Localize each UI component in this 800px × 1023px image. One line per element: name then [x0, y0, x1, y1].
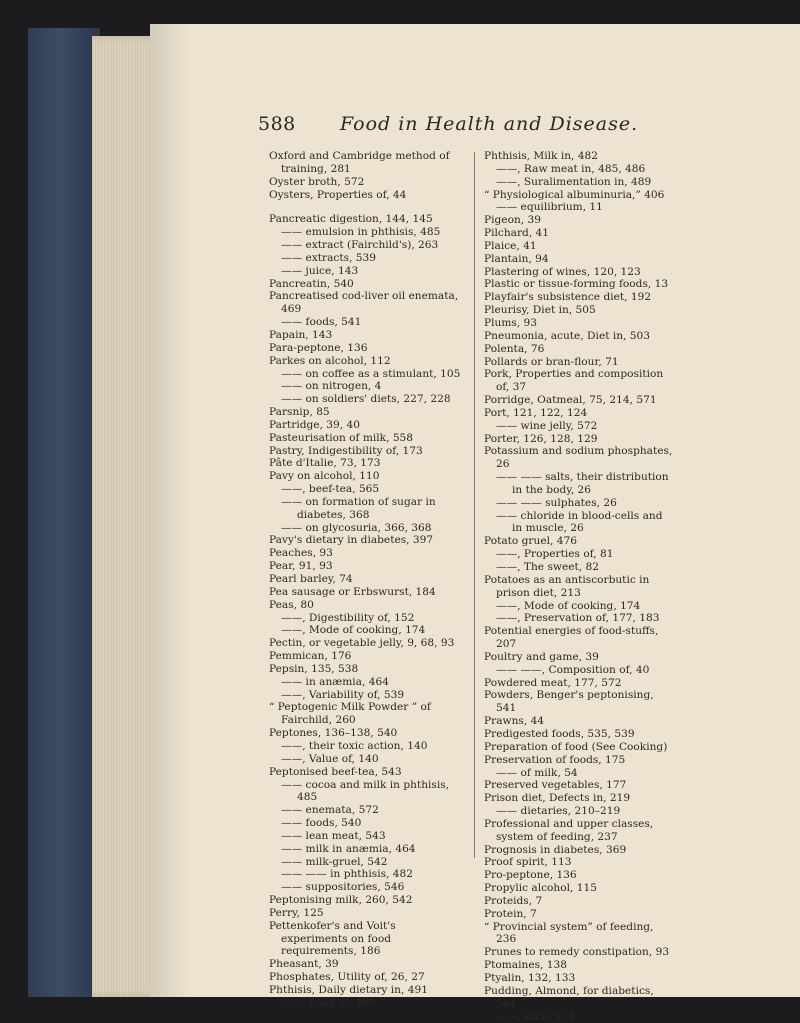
index-entry: Pectin, or vegetable jelly, 9, 68, 93 [269, 637, 455, 650]
index-entry: Phosphates, Utility of, 26, 27 [269, 971, 425, 984]
index-entry: Ptomaines, 138 [484, 959, 567, 972]
index-entry: Pear, 91, 93 [269, 560, 333, 573]
index-entry: Polenta, 76 [484, 342, 545, 355]
page-number: 588 [258, 113, 296, 135]
index-entry: ——, Suralimentation in, 489 [496, 175, 652, 188]
index-entry: ——, Mode of cooking, 174 [496, 599, 641, 612]
index-entry: Partridge, 39, 40 [269, 418, 361, 431]
index-entry: —— foods, 540 [281, 817, 362, 830]
index-entry: ——, Variability of, 539 [281, 688, 405, 701]
index-entry: Oysters, Properties of, 44 [269, 188, 407, 201]
index-entry: Prison diet, Defects in, 219 [484, 792, 631, 805]
index-entry: “ Physiological albuminuria,” 406 [484, 188, 665, 201]
book-page [150, 24, 800, 997]
index-entry: —— suppositories, 546 [281, 881, 405, 894]
index-entry: Playfair's subsistence diet, 192 [484, 291, 652, 304]
index-entry: Port, 121, 122, 124 [484, 406, 588, 419]
index-entry: Pastry, Indigestibility of, 173 [269, 444, 423, 457]
index-entry: ——, Rice, 574 [496, 1010, 575, 1023]
index-entry: Ptyalin, 132, 133 [484, 972, 576, 984]
index-entry: Proof spirit, 113 [484, 856, 572, 869]
index-entry: Oxford and Cambridge method of training, 281 [269, 150, 450, 175]
index-entry: —— —— salts, their distribution in the body, 26 [496, 471, 669, 496]
index-entry: Perry, 125 [269, 906, 324, 919]
index-entry: Proteids, 7 [484, 894, 543, 907]
index-entry: ——, Food in, 480 [281, 996, 376, 1009]
index-entry: —— emulsion in phthisis, 485 [281, 226, 441, 239]
index-entry: —— juice, 143 [281, 264, 359, 277]
index-entry: Pigeon, 39 [484, 214, 541, 227]
index-entry: Preparation of food (See Cooking) [484, 740, 668, 753]
index-entry: Prawns, 44 [484, 715, 545, 728]
index-entry: Peptonised beef-tea, 543 [269, 765, 402, 778]
index-entry: Prunes to remedy constipation, 93 [484, 946, 670, 959]
index-column-right [484, 150, 674, 1023]
index-entry: Potato gruel, 476 [484, 535, 577, 548]
index-entry: Peptonising milk, 260, 542 [269, 894, 413, 907]
index-entry: —— on nitrogen, 4 [281, 380, 382, 393]
index-column-left [269, 150, 464, 1010]
index-entry: “ Peptogenic Milk Powder ” of Fairchild, 260 [269, 701, 431, 727]
index-entry: Pancreatised cod-liver oil enemata, 469 [269, 290, 459, 316]
index-entry: Pancreatic digestion, 144, 145 [269, 213, 433, 226]
index-entry: —— on glycosuria, 366, 368 [281, 521, 432, 534]
index-entry: Potatoes as an antiscorbutic in prison diet, 213 [484, 573, 650, 599]
index-entry: Pilchard, 41 [484, 227, 550, 240]
index-entry: —— on soldiers' diets, 227, 228 [281, 393, 451, 406]
index-entry: Peptones, 136–138, 540 [269, 727, 398, 740]
index-gap [269, 201, 464, 213]
index-entry: ——, Mode of cooking, 174 [281, 624, 426, 637]
index-entry: —— of milk, 54 [496, 766, 578, 779]
index-entry: Preserved vegetables, 177 [484, 779, 627, 792]
index-entry: —— cocoa and milk in phthisis, 485 [281, 778, 450, 804]
index-entry: Phthisis, Daily dietary in, 491 [269, 984, 428, 996]
index-entry: Plantain, 94 [484, 252, 549, 265]
index-entry: Protein, 7 [484, 907, 537, 920]
index-entry: Para-peptone, 136 [269, 341, 368, 354]
index-entry: Plaice, 41 [484, 239, 537, 252]
running-head [258, 113, 639, 143]
index-entry: Papain, 143 [269, 328, 333, 341]
index-entry: “ Provincial system” of feeding, 236 [484, 920, 654, 946]
index-entry: Preservation of foods, 175 [484, 753, 626, 766]
index-entry: —— lean meat, 543 [281, 829, 386, 842]
index-entry: Plums, 93 [484, 316, 538, 329]
index-entry: —— extracts, 539 [281, 251, 377, 264]
index-entry: Pavy's dietary in diabetes, 397 [269, 534, 434, 547]
index-entry: Peaches, 93 [269, 547, 333, 560]
book-cover [28, 28, 100, 997]
index-entry: —— on coffee as a stimulant, 105 [281, 367, 461, 380]
index-entry: —— equilibrium, 11 [496, 201, 603, 214]
index-entry: ——, Digestibility of, 152 [281, 611, 415, 624]
index-entry: Pearl barley, 74 [269, 573, 353, 585]
index-entry: Pepsin, 135, 538 [269, 662, 359, 675]
page-title: Food in Health and Disease. [340, 113, 639, 135]
index-entry: Pneumonia, acute, Diet in, 503 [484, 329, 651, 342]
index-entry: ——, their toxic action, 140 [281, 739, 428, 752]
index-entry: —— —— sulphates, 26 [496, 496, 617, 509]
index-entry: —— enemata, 572 [281, 804, 379, 817]
index-entry: —— dietaries, 210–219 [496, 805, 621, 818]
index-entry: Plastic or tissue-forming foods, 13 [484, 278, 669, 291]
index-entry: Peas, 80 [269, 598, 314, 611]
index-entry: Oyster broth, 572 [269, 175, 365, 188]
index-entry: Pea sausage or Erbswurst, 184 [269, 585, 436, 598]
index-entry: Plastering of wines, 120, 123 [484, 265, 641, 278]
index-entry: Pleurisy, Diet in, 505 [484, 304, 596, 317]
index-entry: —— milk in anæmia, 464 [281, 842, 416, 855]
index-entry: Potential energies of food-stuffs, 207 [484, 625, 659, 651]
index-entry: Pasteurisation of milk, 558 [269, 431, 414, 444]
index-entry: Parsnip, 85 [269, 406, 330, 419]
index-entry: ——, Value of, 140 [281, 752, 379, 765]
index-entry: ——, beef-tea, 565 [281, 483, 380, 496]
index-entry: Pettenkofer's and Voit's experiments on food requirements, 186 [269, 919, 396, 958]
index-entry: Pancreatin, 540 [269, 277, 354, 290]
index-entry: Pro-peptone, 136 [484, 869, 577, 882]
index-entry: Potassium and sodium phosphates, 26 [484, 445, 673, 471]
index-entry: —— ——, Composition of, 40 [496, 663, 650, 676]
index-entry: Poultry and game, 39 [484, 650, 599, 663]
index-entry: Phthisis, Milk in, 482 [484, 150, 598, 162]
index-entry: —— chloride in blood-cells and in muscle, 26 [496, 509, 663, 535]
index-entry: Pollards or bran-flour, 71 [484, 355, 619, 368]
index-entry: Pemmican, 176 [269, 650, 352, 663]
index-entry: Porter, 126, 128, 129 [484, 432, 598, 445]
index-entry: Parkes on alcohol, 112 [269, 354, 391, 367]
index-entry: —— in anæmia, 464 [281, 675, 389, 688]
index-entry: Powdered meat, 177, 572 [484, 676, 622, 689]
index-entry: —— on formation of sugar in diabetes, 368 [281, 495, 436, 521]
index-entry: Porridge, Oatmeal, 75, 214, 571 [484, 394, 657, 407]
index-entry: Pork, Properties and composition of, 37 [484, 368, 664, 394]
index-entry: —— wine jelly, 572 [496, 419, 598, 432]
index-entry: —— foods, 541 [281, 316, 362, 329]
index-entry: Predigested foods, 535, 539 [484, 727, 635, 740]
index-entry: Propylic alcohol, 115 [484, 882, 597, 895]
index-entry: ——, Preservation of, 177, 183 [496, 612, 660, 625]
index-entry: —— milk-gruel, 542 [281, 855, 388, 868]
index-entry: Pâte d'Italie, 73, 173 [269, 457, 381, 470]
index-entry: —— —— in phthisis, 482 [281, 868, 413, 881]
index-entry: ——, Properties of, 81 [496, 548, 614, 561]
index-entry: ——, The sweet, 82 [496, 561, 599, 573]
column-divider [474, 152, 475, 858]
index-entry: Professional and upper classes, system of feeding, 237 [484, 817, 654, 843]
index-entry: Pudding, Almond, for diabetics, 564 [484, 984, 654, 1010]
index-entry: Prognosis in diabetes, 369 [484, 843, 627, 856]
index-entry: Powders, Benger's peptonising, 541 [484, 689, 654, 715]
index-entry: —— extract (Fairchild's), 263 [281, 239, 439, 252]
index-entry: Pavy on alcohol, 110 [269, 470, 380, 483]
index-entry: ——, Raw meat in, 485, 486 [496, 162, 646, 175]
index-entry: Pheasant, 39 [269, 958, 339, 971]
